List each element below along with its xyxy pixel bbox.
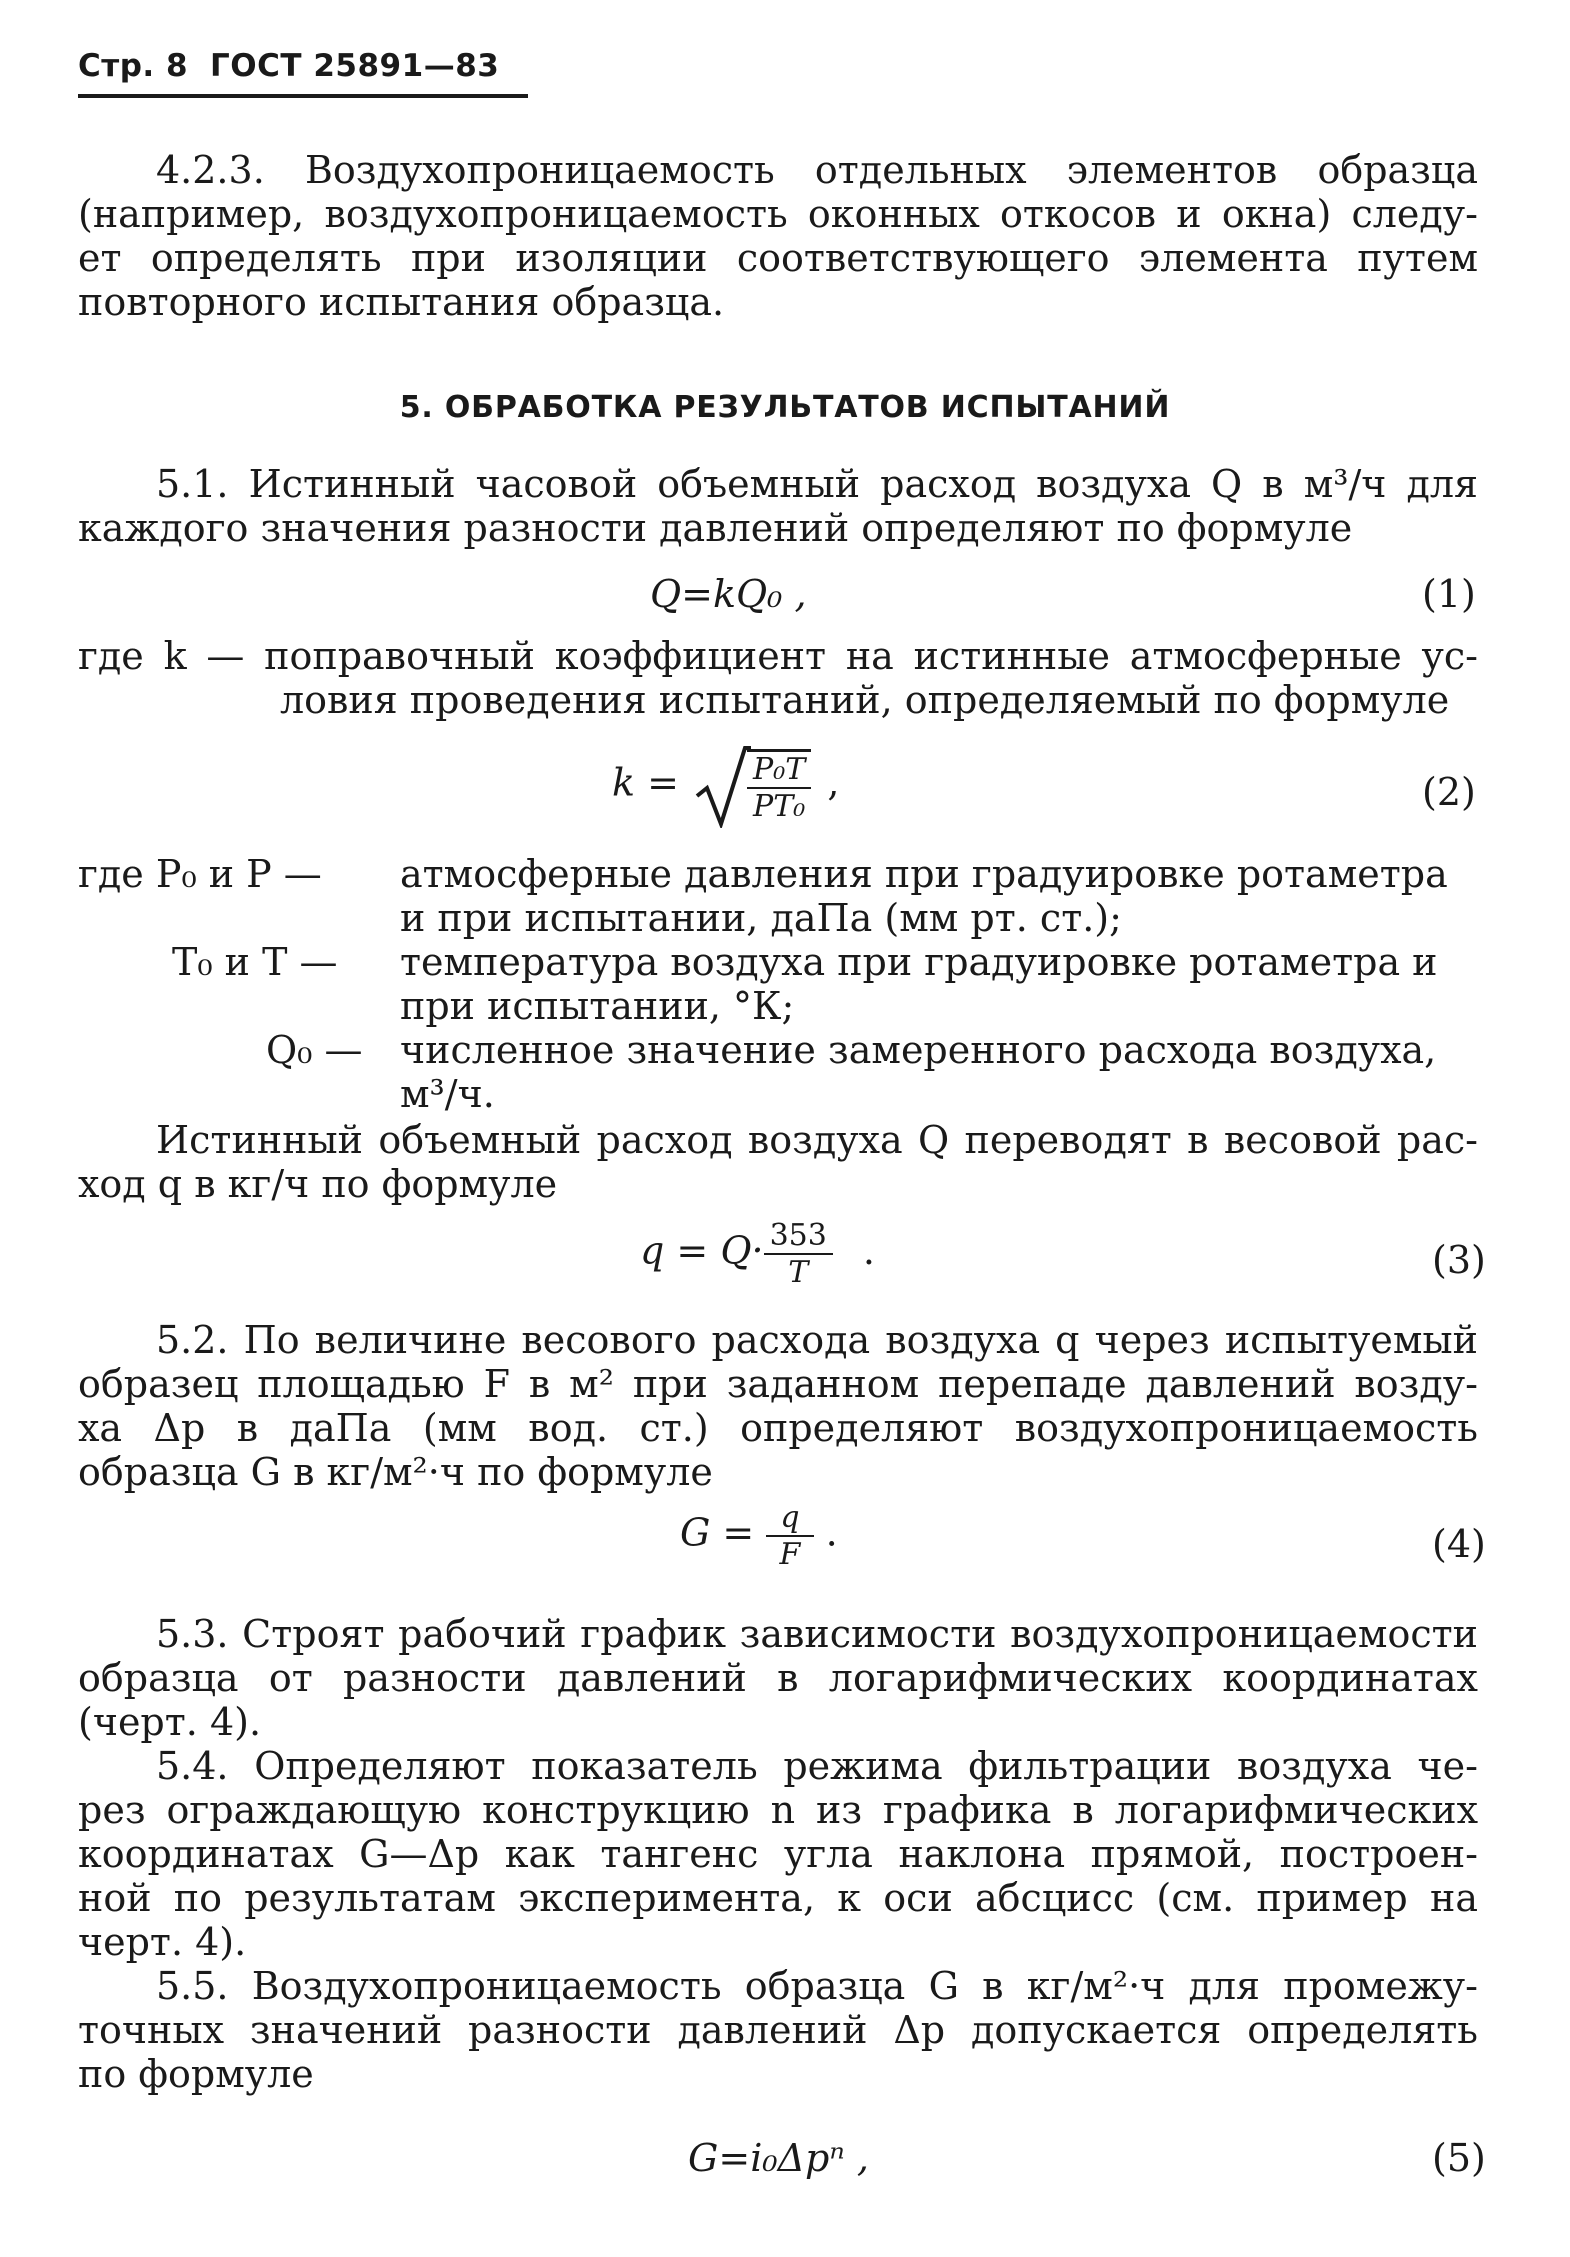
text-line: ет определять при изоляции соответствующего элемента путем: [78, 236, 1478, 280]
text-line: ход q в кг/ч по формуле: [78, 1162, 558, 1206]
paragraph-5-2: [78, 1318, 1478, 1494]
section-heading: 5. ОБРАБОТКА РЕЗУЛЬТАТОВ ИСПЫТАНИЙ: [399, 390, 1171, 425]
paragraph-weight-flow: [78, 1118, 1478, 1206]
text-line: ной по результатам эксперимента, к оси абсцисс (см. пример на: [78, 1876, 1478, 1920]
text-line: ха Δp в даПа (мм вод. ст.) определяют воздухопроницаемость: [78, 1406, 1478, 1450]
paragraph-where-k: [78, 634, 1478, 722]
text-line: 4.2.3. Воздухопроницаемость отдельных элементов образца: [156, 148, 1478, 192]
text-line: рез ограждающую конструкцию n из графика в логарифмических: [78, 1788, 1478, 1832]
text-line: черт. 4).: [78, 1920, 247, 1964]
definition-term-t: T₀ и T —: [172, 940, 338, 984]
text-line: (черт. 4).: [78, 1700, 262, 1744]
fraction: [747, 749, 811, 824]
equation-number-3: (3): [1432, 1238, 1486, 1282]
text-line: координатах G—Δp как тангенс угла наклона прямой, построен-: [78, 1832, 1478, 1876]
page-header: [78, 48, 499, 84]
text-line: ловия проведения испытаний, определяемый по формуле: [280, 678, 1450, 722]
fraction-denominator: T: [788, 1255, 809, 1290]
text-line: 5.3. Строят рабочий график зависимости воздухопроницаемости: [156, 1612, 1478, 1656]
text-line: точных значений разности давлений Δp допускается определять: [78, 2008, 1478, 2052]
formula-period: .: [862, 1228, 876, 1273]
text-line: Истинный объемный расход воздуха Q переводят в весовой рас-: [156, 1118, 1478, 1162]
paragraph-5-5: [78, 1964, 1478, 2096]
text-line: 5.1. Истинный часовой объемный расход воздуха Q в м³/ч для: [156, 462, 1478, 506]
fraction-numerator: q: [766, 1500, 813, 1537]
text-line: образца от разности давлений в логарифмических координатах: [78, 1656, 1478, 1700]
definition-text: температура воздуха при градуировке ротаметра и: [400, 940, 1438, 984]
formula-period: .: [825, 1510, 838, 1555]
definition-text: при испытании, °К;: [400, 984, 795, 1028]
fraction: [764, 1218, 833, 1290]
equation-number-5: (5): [1432, 2136, 1486, 2180]
formula-lhs: q = Q·: [640, 1228, 764, 1273]
definition-term-p: где P₀ и P —: [78, 852, 322, 896]
definition-text: и при испытании, даПа (мм рт. ст.);: [400, 896, 1122, 940]
formula-4: [680, 1500, 838, 1572]
sqrt-sign-icon: [691, 744, 751, 828]
text-line: образец площадью F в м² при заданном перепаде давлений возду-: [78, 1362, 1478, 1406]
text-line: где k — поправочный коэффициент на истинные атмосферные ус-: [78, 634, 1478, 678]
paragraph-5-4: [78, 1744, 1478, 1964]
formula-5: G=i₀Δpⁿ ,: [688, 2136, 869, 2180]
fraction-numerator: 353: [764, 1218, 833, 1255]
text-line: (например, воздухопроницаемость оконных откосов и окна) следу-: [78, 192, 1478, 236]
paragraph-4-2-3: [78, 148, 1478, 324]
formula-lhs: k =: [612, 760, 679, 805]
definition-text: м³/ч.: [400, 1072, 495, 1116]
formula-3: [640, 1218, 875, 1290]
equation-number-2: (2): [1422, 770, 1476, 814]
definition-text: атмосферные давления при градуировке ротаметра: [400, 852, 1448, 896]
fraction-denominator: PT₀: [753, 788, 806, 824]
equation-number-4: (4): [1432, 1522, 1486, 1566]
text-line: по формуле: [78, 2052, 314, 2096]
paragraph-5-1: [78, 462, 1478, 550]
text-line: образца G в кг/м²·ч по формуле: [78, 1450, 713, 1494]
text-line: 5.4. Определяют показатель режима фильтрации воздуха че-: [156, 1744, 1478, 1788]
paragraph-5-3: [78, 1612, 1478, 1744]
fraction: [766, 1500, 813, 1572]
definition-text: численное значение замеренного расхода воздуха,: [400, 1028, 1437, 1072]
formula-2: k = $\frac{\text{P₀T}}{\text{PT₀}}$ ,: [612, 744, 839, 828]
definition-term-q0: Q₀ —: [266, 1028, 363, 1072]
text-line: повторного испытания образца.: [78, 280, 725, 324]
formula-lhs: G =: [680, 1510, 767, 1555]
fraction-numerator: P₀T: [747, 752, 811, 789]
standard-code: ГОСТ 25891—83: [210, 48, 500, 84]
text-line: каждого значения разности давлений определяют по формуле: [78, 506, 1353, 550]
page-number: Стр. 8: [78, 48, 189, 84]
text-line: 5.5. Воздухопроницаемость образца G в кг/м²·ч для промежу-: [156, 1964, 1478, 2008]
equation-number-1: (1): [1422, 572, 1476, 616]
text-line: 5.2. По величине весового расхода воздуха q через испытуемый: [156, 1318, 1478, 1362]
header-rule: [78, 94, 528, 98]
formula-1: Q=kQ₀ ,: [650, 572, 807, 616]
fraction-denominator: F: [779, 1537, 801, 1572]
